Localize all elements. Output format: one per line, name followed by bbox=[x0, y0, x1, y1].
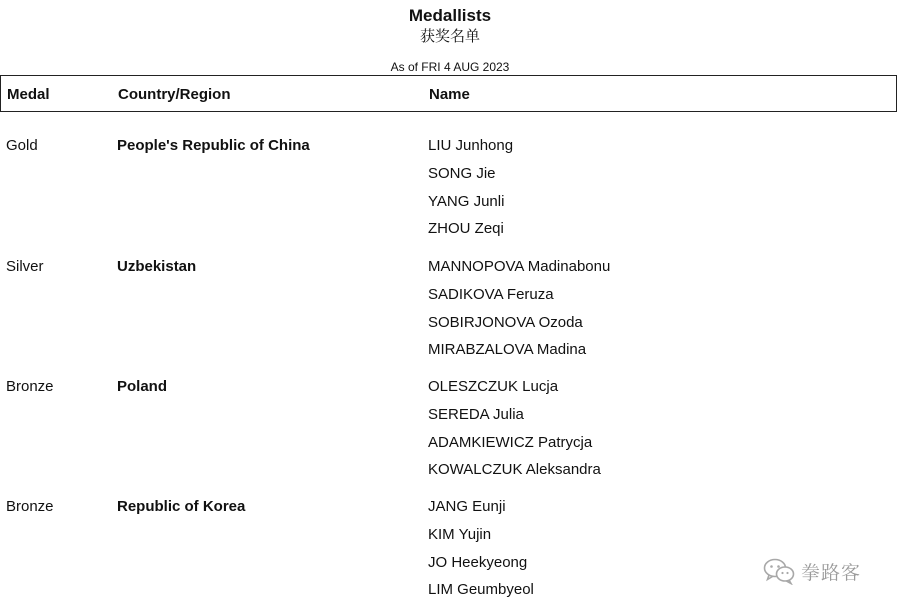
athlete-name: SONG Jie bbox=[428, 164, 496, 182]
athlete-name: MIRABZALOVA Madina bbox=[428, 341, 587, 359]
medal-cell: Bronze bbox=[6, 378, 54, 395]
table-header bbox=[0, 75, 897, 112]
athlete-name: JO Heekyeong bbox=[428, 553, 528, 571]
report-subtitle: 获奖名单 bbox=[419, 27, 480, 45]
athlete-name: SADIKOVA Feruza bbox=[428, 285, 554, 303]
medal-cell: Silver bbox=[6, 258, 44, 275]
athlete-name: ADAMKIEWICZ Patrycja bbox=[428, 433, 593, 451]
athlete-name: MANNOPOVA Madinabonu bbox=[428, 258, 611, 275]
athlete-name: LIU Junhong bbox=[428, 137, 514, 154]
athlete-name: LIM Geumbyeol bbox=[428, 581, 534, 599]
athlete-name: OLESZCZUK Lucja bbox=[428, 378, 559, 395]
athlete-list bbox=[428, 258, 610, 369]
country-cell: Uzbekistan bbox=[117, 258, 197, 275]
report-title: Medallists bbox=[408, 6, 492, 25]
athlete-name: SEREDA Julia bbox=[428, 405, 524, 423]
as-of-date: As of FRI 4 AUG 2023 bbox=[390, 60, 510, 74]
athlete-name: JANG Eunji bbox=[428, 498, 506, 515]
medal-cell: Bronze bbox=[6, 498, 54, 515]
athlete-name: KOWALCZUK Aleksandra bbox=[428, 461, 601, 479]
athlete-list bbox=[428, 498, 534, 609]
watermark-text: 拳路客 bbox=[801, 561, 862, 584]
column-header-name: Name bbox=[429, 86, 470, 103]
athlete-name: KIM Yujin bbox=[428, 525, 492, 543]
column-header-country: Country/Region bbox=[118, 86, 231, 103]
athlete-name: SOBIRJONOVA Ozoda bbox=[428, 313, 583, 331]
athlete-name: YANG Junli bbox=[428, 192, 505, 210]
country-cell: Poland bbox=[117, 378, 168, 395]
wechat-icon bbox=[763, 557, 795, 585]
column-header-medal: Medal bbox=[7, 86, 50, 103]
medal-cell: Gold bbox=[6, 137, 38, 154]
country-cell: Republic of Korea bbox=[117, 498, 246, 515]
country-cell: People's Republic of China bbox=[117, 137, 310, 154]
watermark bbox=[763, 554, 861, 588]
athlete-name: ZHOU Zeqi bbox=[428, 220, 504, 238]
athlete-list bbox=[428, 378, 601, 489]
athlete-list bbox=[428, 137, 513, 248]
